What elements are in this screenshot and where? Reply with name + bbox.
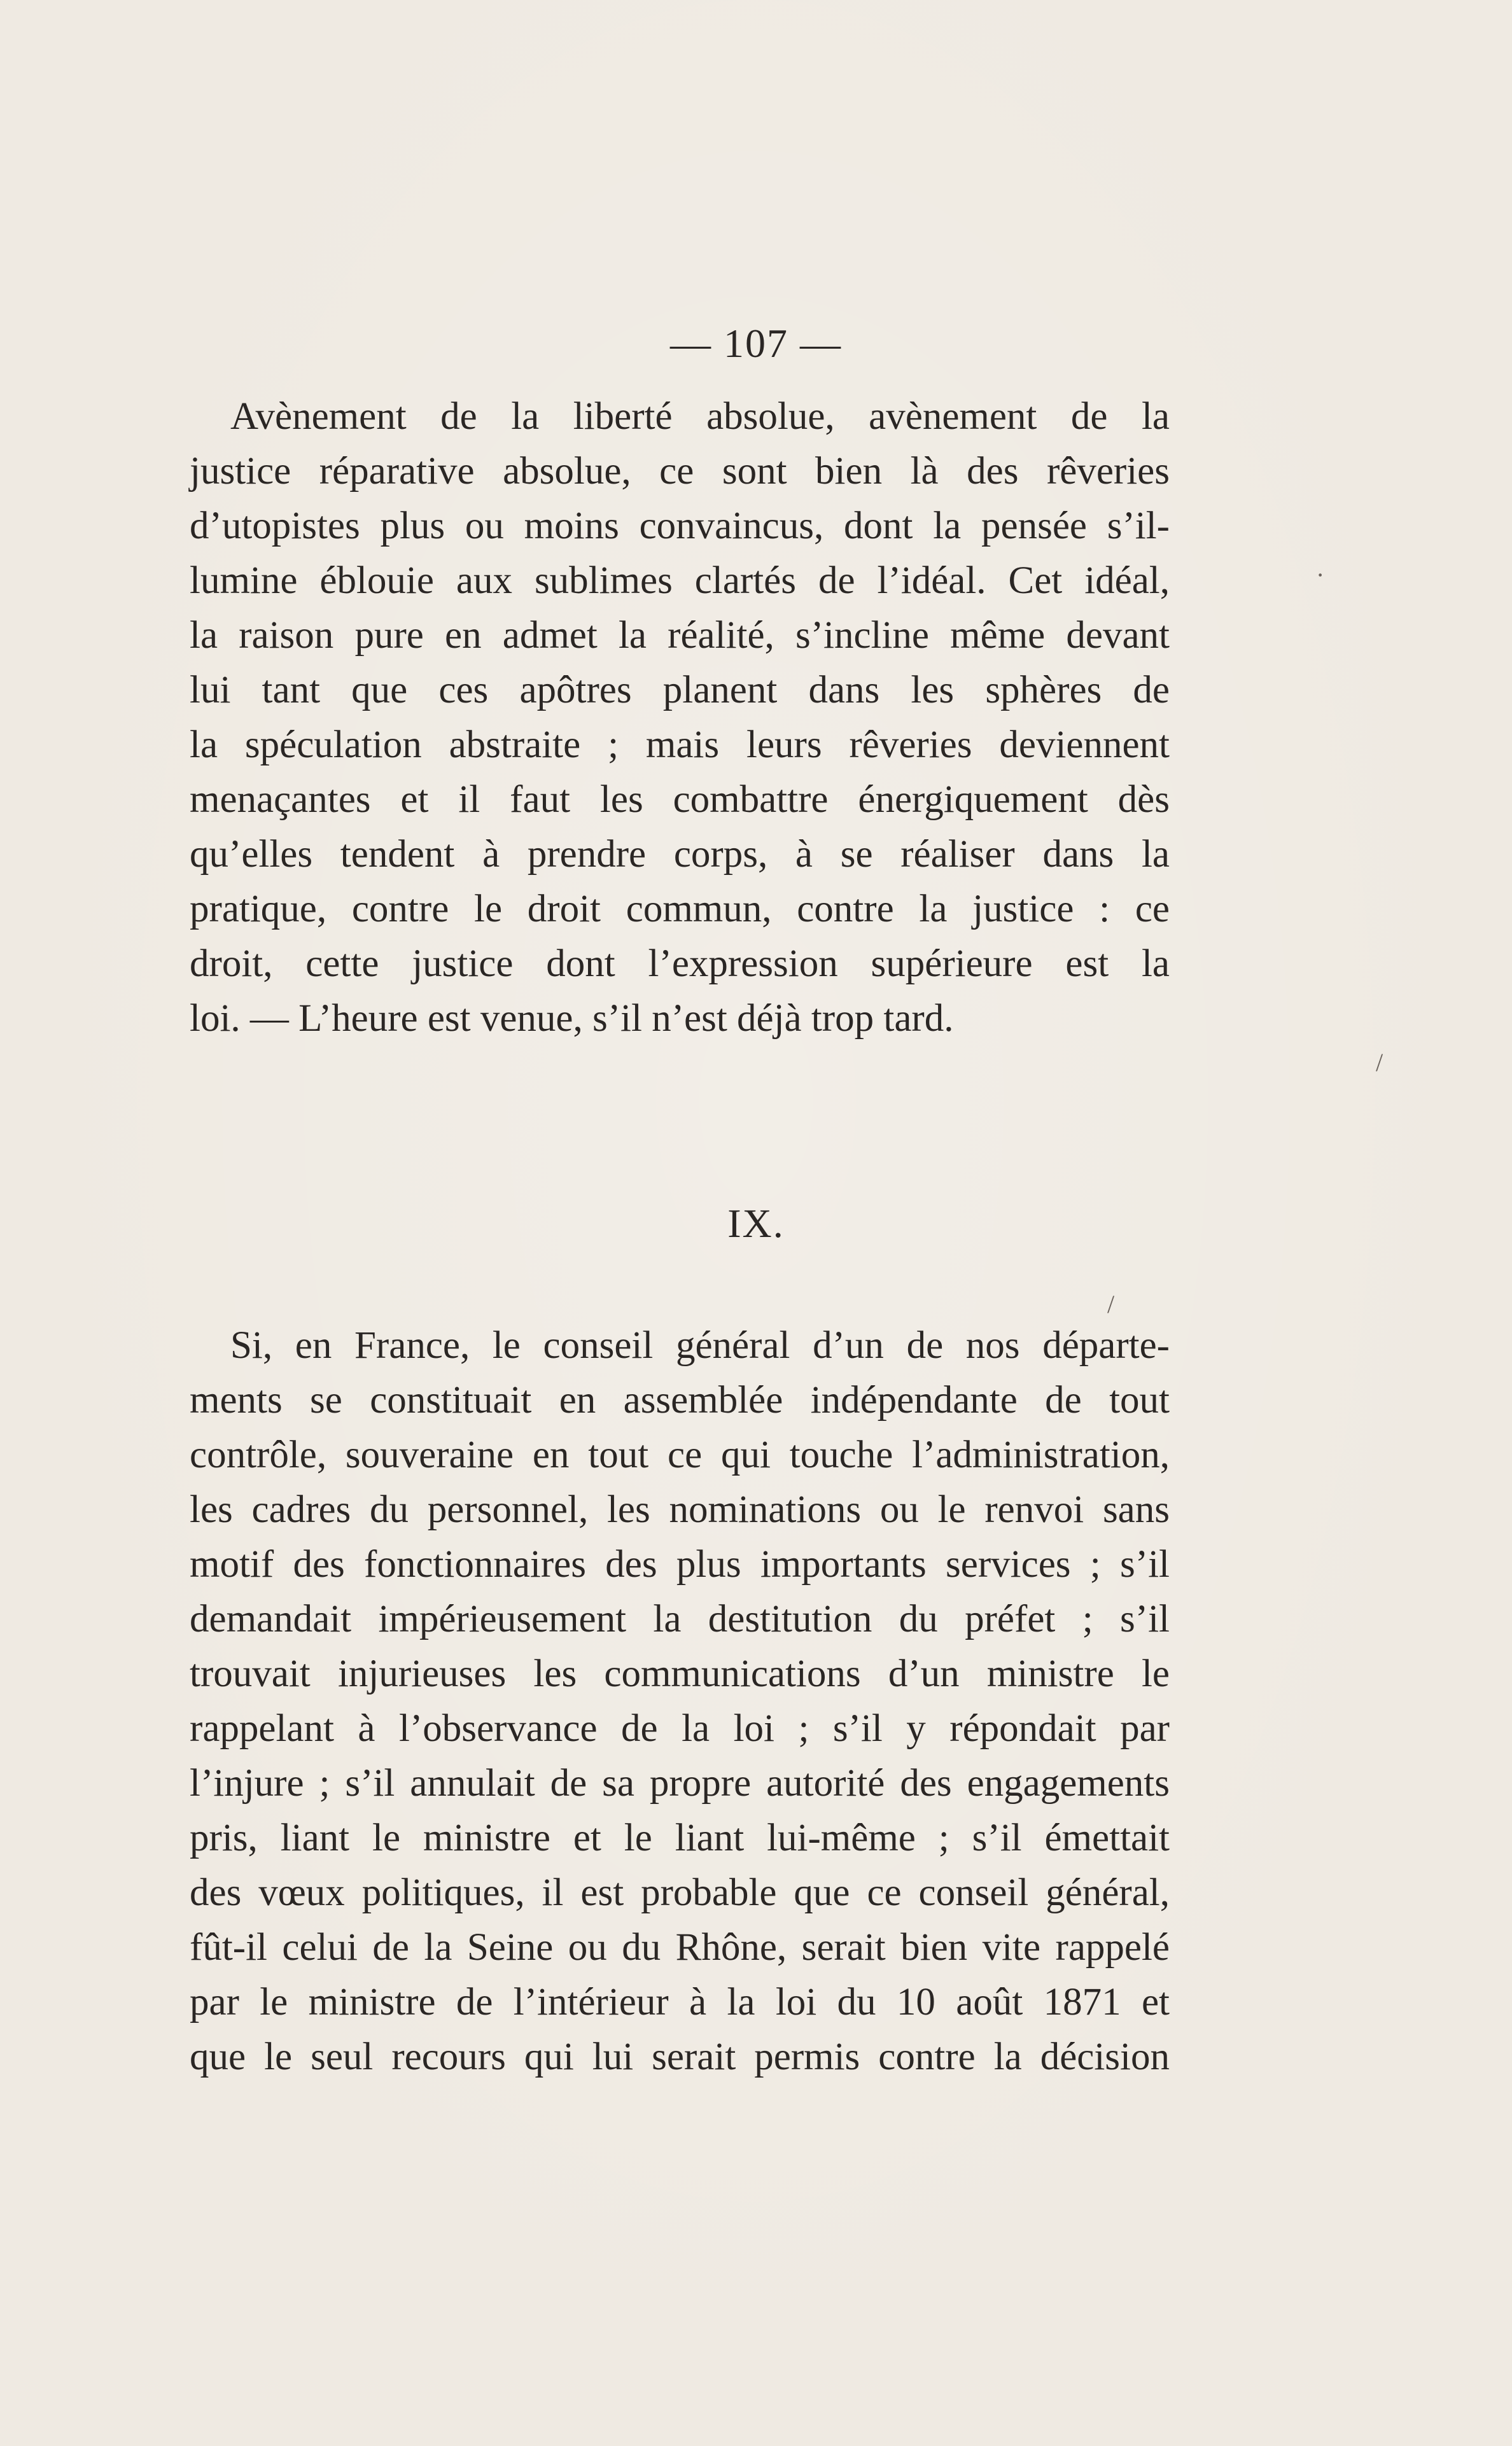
paragraph-1-line: justice réparative absolue, ce sont bien là des rêveries	[190, 450, 1170, 493]
section-heading: IX.	[727, 1201, 785, 1246]
paragraph-2-line: motif des fonctionnaires des plus importants services ; s’il	[190, 1543, 1170, 1586]
paragraph-2-line: demandait impérieusement la destitution du préfet ; s’il	[190, 1598, 1170, 1640]
paragraph-2-line: que le seul recours qui lui serait permis contre la décision	[190, 2036, 1170, 2078]
paragraph-2-line: l’injure ; s’il annulait de sa propre autorité des engagements	[190, 1762, 1170, 1805]
paragraph-2-line: ments se constituait en assemblée indépendante de tout	[190, 1379, 1170, 1422]
paragraph-2-line: les cadres du personnel, les nominations ou le renvoi sans	[190, 1488, 1170, 1531]
paragraph-1-line: loi. — L’heure est venue, s’il n’est déjà trop tard.	[190, 997, 954, 1040]
paragraph-2-line: par le ministre de l’intérieur à la loi du 10 août 1871 et	[190, 1981, 1170, 2023]
paragraph-2-line: contrôle, souveraine en tout ce qui touche l’administration,	[190, 1434, 1170, 1476]
paragraph-1	[190, 389, 1170, 1046]
paragraph-2-line: pris, liant le ministre et le liant lui-même ; s’il émettait	[190, 1817, 1170, 1859]
paragraph-2	[190, 1318, 1170, 2085]
paragraph-1-line: d’utopistes plus ou moins convaincus, dont la pensée s’il-	[190, 505, 1170, 547]
paragraph-1-line: menaçantes et il faut les combattre énergiquement dès	[190, 778, 1170, 821]
paragraph-2-line: fût-il celui de la Seine ou du Rhône, serait bien vite rappelé	[190, 1926, 1170, 1969]
paragraph-2-line: trouvait injurieuses les communications d’un ministre le	[190, 1653, 1170, 1695]
paragraph-2-line: des vœux politiques, il est probable que ce conseil général,	[190, 1871, 1170, 1914]
paragraph-1-line: droit, cette justice dont l’expression supérieure est la	[190, 942, 1170, 985]
paragraph-1-line: pratique, contre le droit commun, contre la justice : ce	[190, 888, 1170, 930]
paragraph-1-line: qu’elles tendent à prendre corps, à se réaliser dans la	[190, 833, 1170, 876]
paragraph-1-line: lui tant que ces apôtres planent dans les sphères de	[190, 669, 1170, 711]
paragraph-1-line: Avènement de la liberté absolue, avènement de la	[230, 395, 1170, 438]
paragraph-1-line: la spéculation abstraite ; mais leurs rêveries deviennent	[190, 723, 1170, 766]
paper-speck: ·	[1316, 561, 1325, 589]
page-number: — 107 —	[670, 321, 842, 366]
paragraph-1-line: lumine éblouie aux sublimes clartés de l’idéal. Cet idéal,	[190, 559, 1170, 602]
paper-speck: /	[1107, 1290, 1115, 1318]
paragraph-1-line: la raison pure en admet la réalité, s’incline même devant	[190, 614, 1170, 657]
paragraph-2-line: Si, en France, le conseil général d’un de nos départe-	[230, 1324, 1170, 1367]
paper-speck: /	[1376, 1048, 1383, 1077]
paragraph-2-line: rappelant à l’observance de la loi ; s’il y répondait par	[190, 1707, 1170, 1750]
